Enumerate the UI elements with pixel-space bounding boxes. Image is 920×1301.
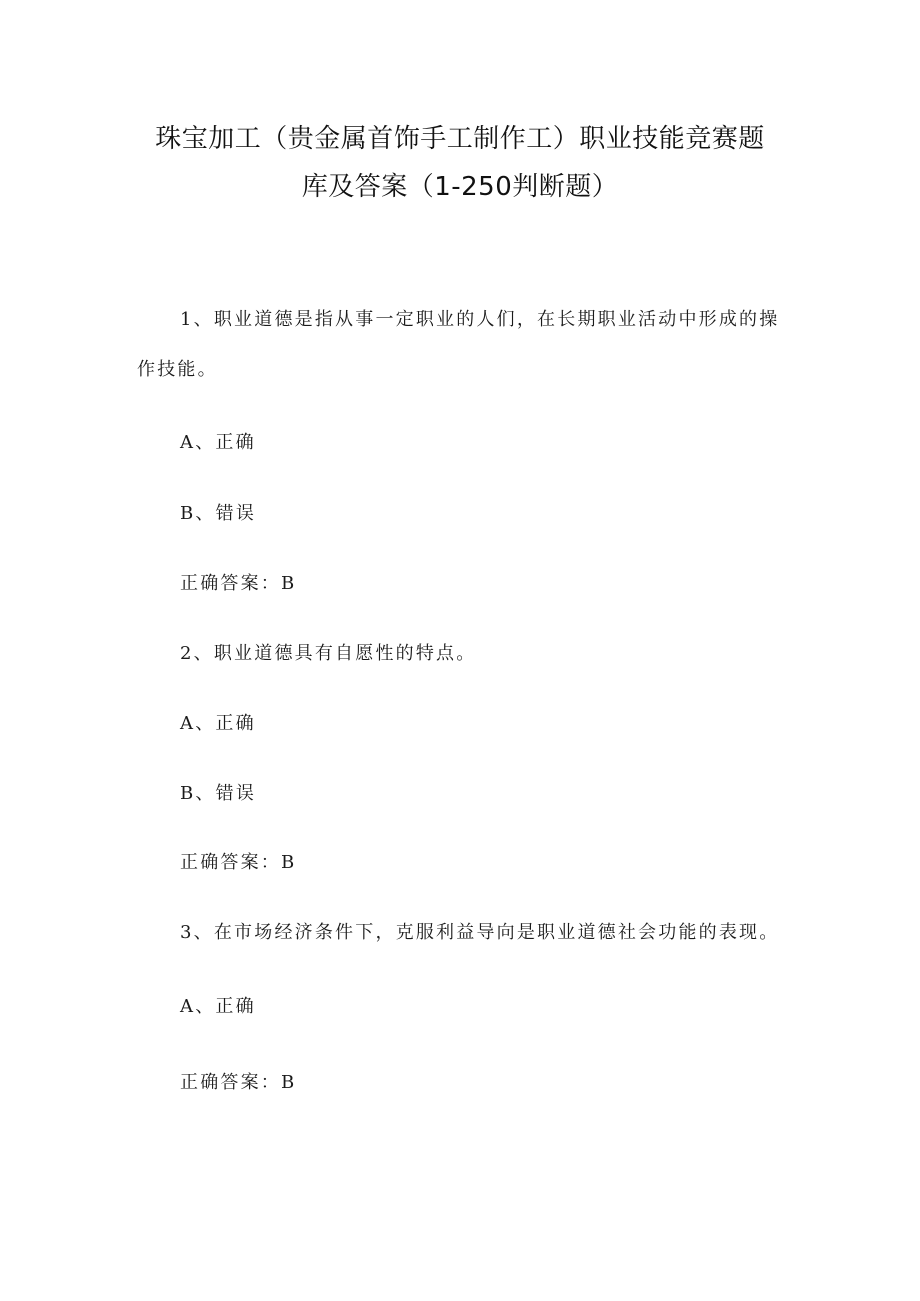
question-1-text-continued: 作技能。 — [137, 359, 218, 380]
question-1-option-a: A、正确 — [180, 432, 256, 453]
document-title-line-2: 库及答案（1-250判断题） — [301, 172, 619, 202]
question-1-option-b: B、错误 — [180, 503, 257, 524]
question-1-text: 1、职业道德是指从事一定职业的人们，在长期职业活动中形成的操 — [180, 309, 780, 330]
question-2-answer: 正确答案：B — [180, 852, 297, 873]
question-2-text: 2、职业道德具有自愿性的特点。 — [180, 643, 477, 664]
question-2-option-a: A、正确 — [180, 713, 256, 734]
question-3-option-a: A、正确 — [180, 996, 256, 1017]
question-3-text: 3、在市场经济条件下，克服利益导向是职业道德社会功能的表现。 — [180, 922, 780, 943]
question-2-option-b: B、错误 — [180, 783, 257, 804]
document-title-line-1: 珠宝加工（贵金属首饰手工制作工）职业技能竞赛题 — [155, 124, 765, 154]
question-1-answer: 正确答案：B — [180, 573, 297, 594]
question-3-answer: 正确答案：B — [180, 1072, 297, 1093]
